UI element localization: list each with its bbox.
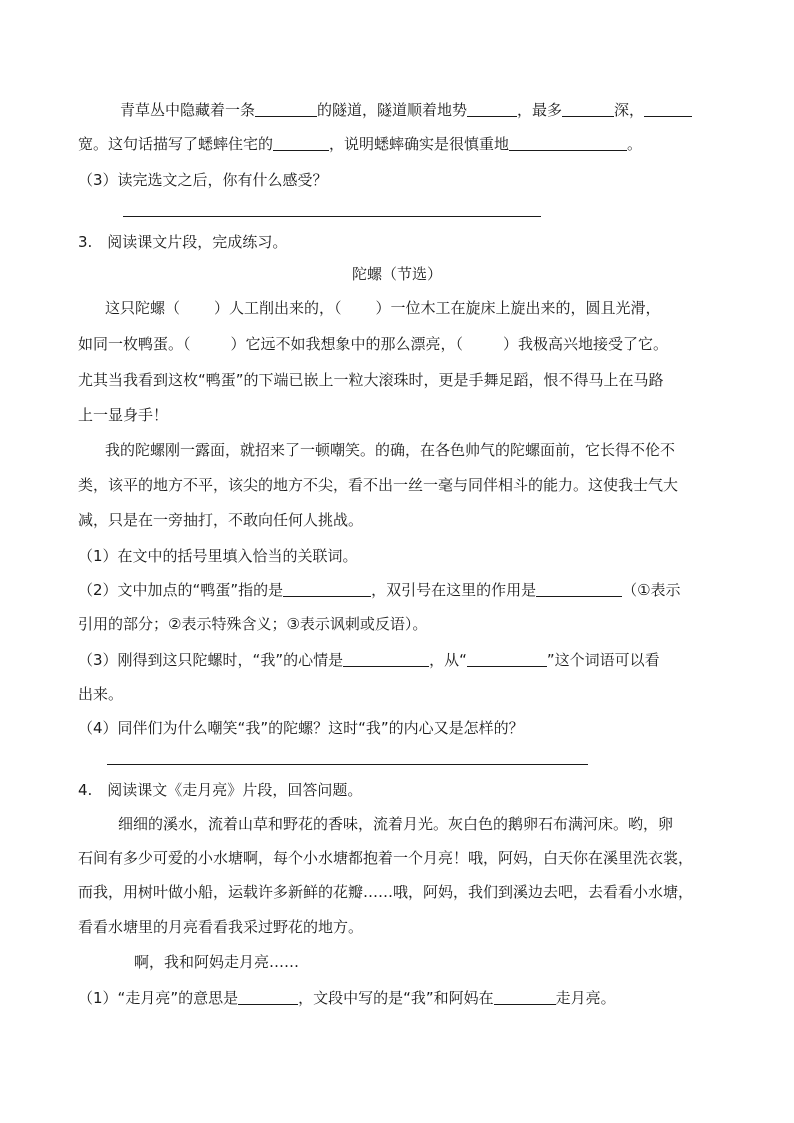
q3-sub-question-1: （1）在文中的括号里填入恰当的关联词。 xyxy=(78,547,358,565)
fill-blank[interactable] xyxy=(238,989,298,1005)
q2-text-line-2 xyxy=(78,134,642,154)
q2-text-line-1 xyxy=(120,100,692,120)
q2-sub-question-3: （3）读完选文之后，你有什么感受？ xyxy=(78,171,328,189)
q3-passage-title: 陀螺（节选） xyxy=(351,265,442,283)
q3-passage-line xyxy=(78,334,668,354)
text-segment: （3）刚得到这只陀螺时，“我”的心情是 xyxy=(78,651,344,669)
text-segment: 走月亮。 xyxy=(555,989,616,1007)
q4-passage-line: 啊，我和阿妈走月亮…… xyxy=(134,953,300,971)
fill-blank[interactable] xyxy=(494,989,556,1005)
fill-blank[interactable] xyxy=(536,581,622,597)
q3-sub-question-3-cont: 出来。 xyxy=(78,685,124,703)
text-segment: 。 xyxy=(627,135,643,153)
fill-blank[interactable] xyxy=(255,101,317,117)
text-segment: ，说明蟋蟀确实是很慎重地 xyxy=(329,135,510,153)
q3-passage-line: 减，只是在一旁抽打，不敢向任何人挑战。 xyxy=(78,511,364,529)
text-segment: （①表示 xyxy=(622,581,681,599)
text-segment: 宽。这句话描写了蟋蟀住宅的 xyxy=(78,135,274,153)
fill-blank[interactable] xyxy=(273,135,329,151)
q4-passage-line: 石间有多少可爱的小水塘啊，每个小水塘都抱着一个月亮！哦，阿妈，白天你在溪里洗衣裳， xyxy=(78,849,694,867)
text-segment: 青草丛中隐藏着一条 xyxy=(120,101,256,119)
answer-line[interactable] xyxy=(123,216,541,217)
q3-passage-line: 我的陀螺刚一露面，就招来了一顿嘲笑。的确，在各色帅气的陀螺面前，它长得不伦不 xyxy=(105,441,676,459)
text-segment: （1）“走月亮”的意思是 xyxy=(78,989,239,1007)
text-segment: ）我极高兴地接受了它。 xyxy=(503,335,669,353)
q3-heading: 3. 阅读课文片段，完成练习。 xyxy=(78,233,288,251)
q3-passage-line: 类，该平的地方不平，该尖的地方不尖，看不出一丝一毫与同伴相斗的能力。这使我士气大 xyxy=(78,476,679,494)
text-segment: （2）文中加点的“鸭蛋”指的是 xyxy=(78,581,284,599)
text-segment: ，最多 xyxy=(517,101,563,119)
q3-passage-line xyxy=(105,298,661,318)
text-segment: 的隧道，隧道顺着地势 xyxy=(317,101,468,119)
fill-blank[interactable] xyxy=(343,651,429,667)
q3-passage-line: 尤其当我看到这枚“鸭蛋”的下端已嵌上一粒大滚珠时，更是手舞足蹈，恨不得马上在马路 xyxy=(78,371,664,389)
text-segment: ）人工削出来的，（ xyxy=(214,299,342,317)
fill-blank[interactable] xyxy=(467,101,517,117)
text-segment: ）它远不如我想象中的那么漂亮，（ xyxy=(230,335,464,353)
text-segment: ，文段中写的是“我”和阿妈在 xyxy=(298,989,494,1007)
fill-blank[interactable] xyxy=(509,135,627,151)
q4-passage-line: 细细的溪水，流着山草和野花的香味，流着月光。灰白色的鹅卵石布满河床。哟，卵 xyxy=(118,815,674,833)
q3-sub-question-3 xyxy=(78,650,660,670)
text-segment: ，从“ xyxy=(429,651,467,669)
text-segment: 这只陀螺（ xyxy=(105,299,181,317)
fill-blank[interactable] xyxy=(562,101,614,117)
fill-blank[interactable] xyxy=(283,581,371,597)
q4-passage-line: 看看水塘里的月亮看看我采过野花的地方。 xyxy=(78,918,364,936)
q4-sub-question-1 xyxy=(78,988,616,1008)
q3-sub-question-4: （4）同伴们为什么嘲笑“我”的陀螺？这时“我”的内心又是怎样的？ xyxy=(78,719,524,737)
text-segment: 深， xyxy=(614,101,645,119)
answer-line[interactable] xyxy=(107,764,588,765)
text-segment: 如同一枚鸭蛋。（ xyxy=(78,335,191,353)
q3-sub-question-2 xyxy=(78,580,681,600)
text-segment: ”这个词语可以看 xyxy=(546,651,660,669)
q3-sub-question-2-cont: 引用的部分；②表示特殊含义；③表示讽刺或反语）。 xyxy=(78,615,428,633)
q4-passage-line: 而我，用树叶做小船，运载许多新鲜的花瓣……哦，阿妈，我们到溪边去吧，去看看小水塘， xyxy=(78,883,694,901)
fill-blank[interactable] xyxy=(467,651,547,667)
fill-blank[interactable] xyxy=(644,101,692,117)
text-segment: ）一位木工在旋床上旋出来的，圆且光滑， xyxy=(375,299,661,317)
q4-heading: 4. 阅读课文《走月亮》片段，回答问题。 xyxy=(78,781,363,799)
text-segment: ，双引号在这里的作用是 xyxy=(371,581,537,599)
q3-passage-line: 上一显身手！ xyxy=(78,406,169,424)
